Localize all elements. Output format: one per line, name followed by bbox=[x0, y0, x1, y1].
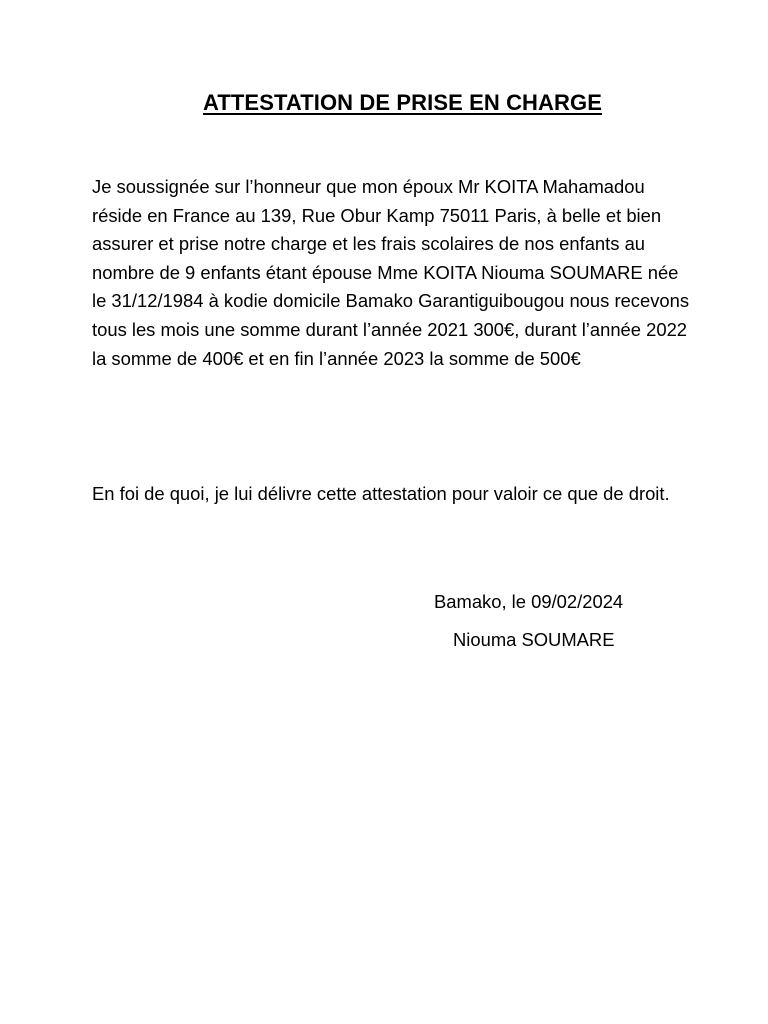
document-title-text: ATTESTATION DE PRISE EN CHARGE bbox=[202, 90, 603, 115]
attestation-paragraph: Je soussignée sur l’honneur que mon époux Mr KOITA Mahamadou réside en France au 139, Rue Obur Kamp 75011 Paris, à belle et bien assurer et prise notre charge et les frais scolaires de nos enfants au nombre de 9 enfants étant épouse Mme KOITA Niouma SOUMARE née le 31/12/1984 à kodie domicile Bamako Garantiguibougou nous recevons tous les mois une somme durant l’année 2021 300€, durant l’année 2022 la somme de 400€ et en fin l’année 2023 la somme de 500€ bbox=[92, 176, 690, 369]
document-title bbox=[0, 90, 768, 116]
closing-paragraph: En foi de quoi, je lui délivre cette attestation pour valoir ce que de droit. bbox=[92, 483, 670, 504]
signatory-name: Niouma SOUMARE bbox=[453, 629, 615, 650]
place-and-date: Bamako, le 09/02/2024 bbox=[434, 591, 624, 612]
